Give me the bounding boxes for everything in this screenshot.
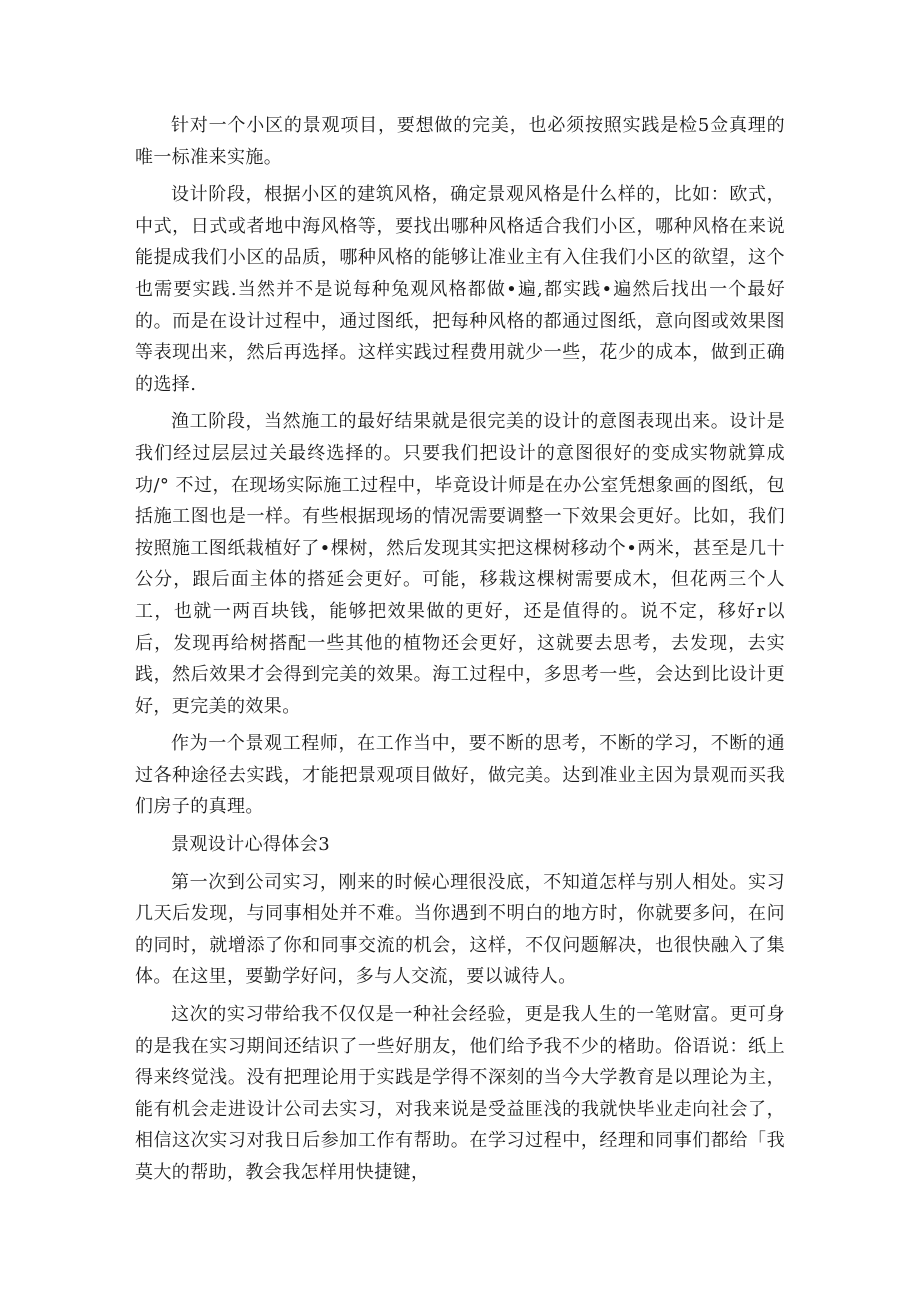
paragraph-engineer-summary: 作为一个景观工程师，在工作当中，要不断的思考，不断的学习，不断的通过各种途径去实践，才能把景观项目做好，做完美。达到准业主因为景观而买我们房子的真理。 [135, 733, 785, 818]
paragraph-intro: 针对一个小区的景观项目，要想做的完美，也必须按照实践是检5佥真理的唯一标准来实施。 [135, 115, 785, 168]
paragraph-first-internship: 第一次到公司实习，刚来的时候心理很没底，不知道怎样与别人相处。实习几天后发现，与同事相处并不难。当你遇到不明白的地方时，你就要多问，在问的同时，就增添了你和同事交流的机会，这样，不仅问题解决，也很快融入了集体。在这里，要勤学好问，多与人交流，要以诚待人。 [135, 871, 785, 988]
paragraph-internship-experience: 这次的实习带给我不仅仅是一种社会经验，更是我人生的一笔财富。更可身的是我在实习期间还结识了一些好朋友，他们给予我不少的楮助。俗语说：纸上得来终觉浅。没有把理论用于实践是学得不深刻的当今大学教育是以理论为主，能有机会走进设计公司去实习，对我来说是受益匪浅的我就快毕业走向社会了，相信这次实习对我日后参加工作有帮助。在学习过程中，经理和同事们都给「我莫大的帮助，教会我怎样用快捷键， [135, 1004, 785, 1183]
document-page [135, 110, 785, 1195]
section-title: 景观设计心得体会3 [171, 834, 331, 856]
paragraph-design-stage: 设计阶段，根据小区的建筑风格，确定景观风格是什么样的，比如：欧式，中式，日式或者地中海风格等，要找出哪种风格适合我们小区，哪种风格在来说能提成我们小区的品质，哪种风格的能够让准业主有入住我们小区的欲望，这个也需要实践.当然并不是说每种兔观风格都做•遍,都实践•遍然后找出一个最好的。而是在设计过程中，通过图纸，把每种风格的都通过图纸，意向图或效果图等表现出来，然后再选择。这样实践过程费用就少一些，花少的成本，做到正确的选择. [135, 184, 785, 395]
paragraph-construction-stage: 渔工阶段，当然施工的最好结果就是很完美的设计的意图表现出来。设计是我们经过层层过关最终选择的。只要我们把设计的意图很好的变成实物就算成功/° 不过，在现场实际施工过程中，毕竟设计师是在办公室凭想象画的图纸，包括施工图也是一样。有些根据现场的情况需要调整一下效果会更好。比如，我们按照施工图纸栽植好了•棵树，然后发现其实把这棵树移动个•两米，甚至是几十公分，跟后面主体的搭延会更好。可能，移栽这棵树需要成木，但花两三个人工，也就一两百块钱，能够把效果做的更好，还是值得的。说不定，移好r以后，发现再给树搭配一些其他的植物还会更好，这就要去思考，去发现，去实践，然后效果才会得到完美的效果。海工过程中，多思考一些，会达到比设计更好，更完美的效果。 [135, 411, 785, 717]
